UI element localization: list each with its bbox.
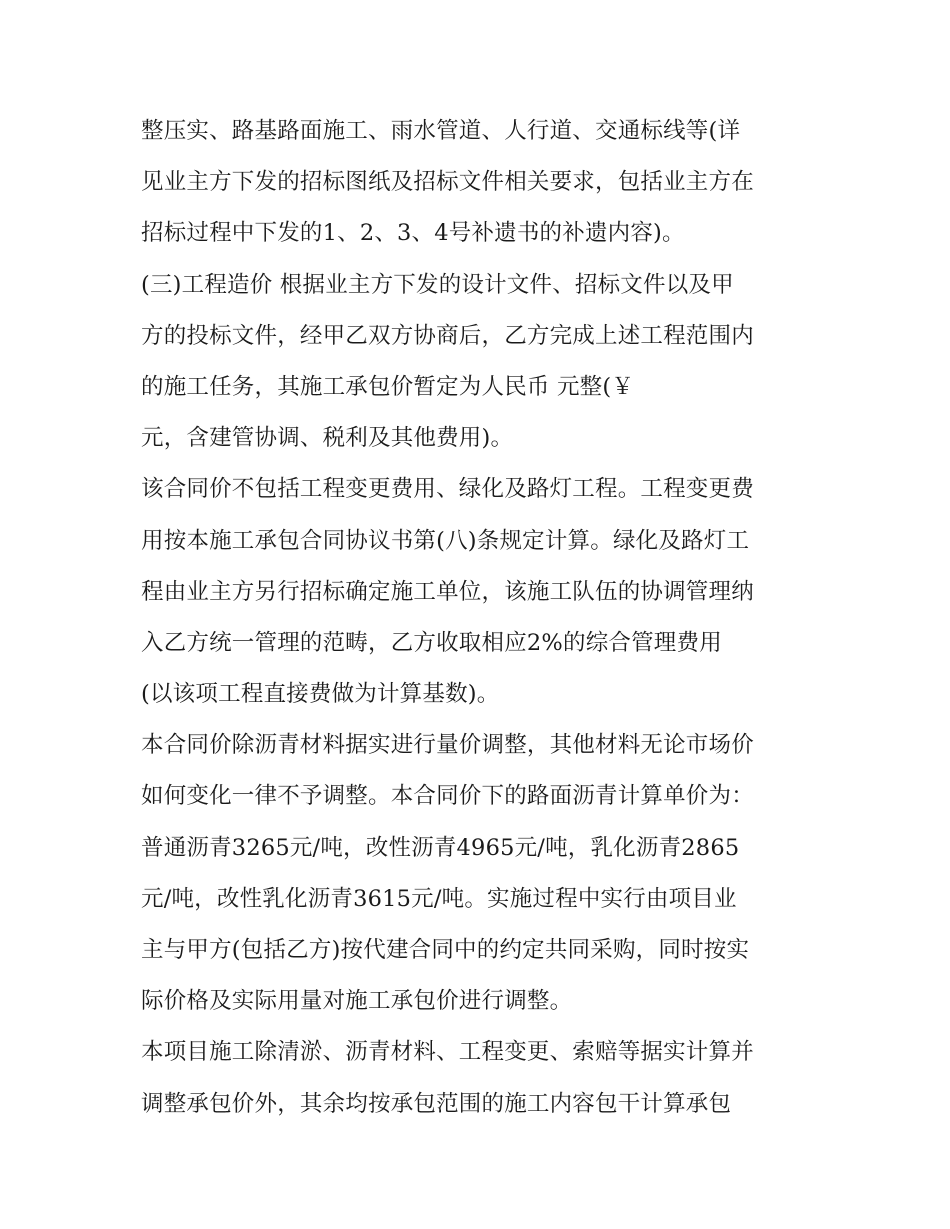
text-line: 元，含建管协调、税利及其他费用)。 — [141, 425, 514, 452]
text-line: (三)工程造价 根据业主方下发的设计文件、招标文件以及甲 — [141, 271, 734, 298]
text-line: 调整承包价外，其余均按承包范围的施工内容包干计算承包 — [141, 1090, 732, 1117]
text-line: 普通沥青3265元/吨，改性沥青4965元/吨，乳化沥青2865 — [141, 834, 740, 861]
text-line: (以该项工程直接费做为计算基数)。 — [141, 681, 500, 708]
text-line: 元/吨，改性乳化沥青3615元/吨。实施过程中实行由项目业 — [141, 885, 737, 912]
text-line: 招标过程中下发的1、2、3、4号补遗书的补遗内容)。 — [141, 220, 685, 247]
text-line: 如何变化一律不予调整。本合同价下的路面沥青计算单价为： — [141, 783, 754, 810]
text-line: 程由业主方另行招标确定施工单位，该施工队伍的协调管理纳 — [141, 578, 754, 605]
text-line: 本合同价除沥青材料据实进行量价调整，其他材料无论市场价 — [141, 732, 754, 759]
text-line: 整压实、路基路面施工、雨水管道、人行道、交通标线等(详 — [141, 118, 741, 144]
text-line: 本项目施工除清淤、沥青材料、工程变更、索赔等据实计算并 — [141, 1039, 754, 1066]
text-line: 入乙方统一管理的范畴，乙方收取相应2%的综合管理费用 — [141, 629, 722, 656]
text-line: 该合同价不包括工程变更费用、绿化及路灯工程。工程变更费 — [141, 476, 754, 503]
text-line: 见业主方下发的招标图纸及招标文件相关要求，包括业主方在 — [141, 169, 754, 196]
text-line: 用按本施工承包合同协议书第(八)条规定计算。绿化及路灯工 — [141, 527, 750, 554]
text-line: 方的投标文件，经甲乙双方协商后，乙方完成上述工程范围内 — [141, 322, 754, 349]
document-body — [141, 106, 821, 1130]
text-line: 主与甲方(包括乙方)按代建合同中的约定共同采购，同时按实 — [141, 937, 750, 963]
text-line: 际价格及实际用量对施工承包价进行调整。 — [141, 988, 573, 1015]
text-line: 的施工任务，其施工承包价暂定为人民币 元整(￥ — [141, 373, 635, 400]
